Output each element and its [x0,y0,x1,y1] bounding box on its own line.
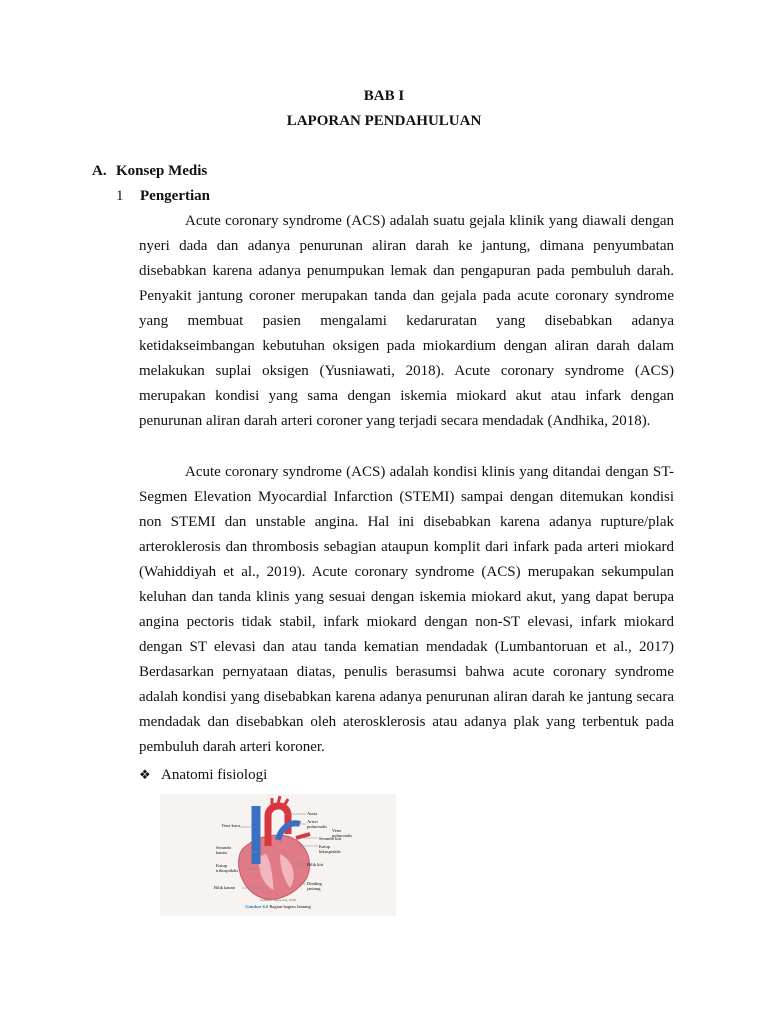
figure-label: Vena kava [221,823,240,828]
figure-label: Dinding jantung [307,881,322,891]
figure-source: Sumber: Sherwood, 2016 [260,898,296,902]
paragraph: Acute coronary syndrome (ACS) adalah suatu gejala klinik yang diawali dengan nyeri dada dan adanya penurunan aliran darah ke jantung, dimana penyumbatan disebabkan karena adanya penumpukan lemak dan pengapuran pada pembuluh darah. Penyakit jantung coroner merupakan tanda dan gejala pada acute coronary syndrome yang membuat pasien mengalami kedaruratan yang disebabkan adanya ketidakseimbangan kebutuhan oksigen pada miokardium dengan aliran darah dalam melakukan suplai oksigen (Yusniawati, 2018). Acute coronary syndrome (ACS) merupakan kondisi yang sama dengan iskemia miokard akut atau infark dengan penurunan aliran darah arteri coroner yang terjadi secara mendadak (Andhika, 2018). [139,213,674,429]
subsection-number: 1 [116,188,124,204]
figure-label: Bilik kiri [307,862,324,867]
figure-caption-text: Bagian-bagian Jantung [269,904,311,909]
paragraph: Acute coronary syndrome (ACS) adalah kondisi klinis yang ditandai dengan ST-Segmen Elevation Myocardial Infarction (STEMI) sampai dengan ditemukan kondisi non STEMI dan unstable angina. Hal ini disebabkan karena adanya rupture/plak arteroklerosis dan thrombosis sebagian ataupun komplit dari infark pada arteri miokard (Wahiddiyah et al., 2019). Acute coronary syndrome (ACS) merupakan sekumpulan keluhan dan tanda klinis yang sesuai dengan iskemia miokard akut, yang dapat berupa angina pectoris tidak stabil, infark miokard dengan non-ST elevasi, infark miokard dengan ST elevasi dan atau tanda kematian mendadak (Lumbantoruan et al., 2017) Berdasarkan pernyataan diatas, penulis berasumsi bahwa acute coronary syndrome adalah kondisi yang disebabkan karena adanya penurunan aliran darah ke jantung secara mendadak dan disebabkan oleh aterosklerosis atau adanya plak yang terbentuk pada pembuluh darah arteri koroner. [139,464,674,755]
figure-label: Serambi kiri [319,836,342,841]
subsection-heading [116,188,210,205]
figure-label: Vena pulmonalis [332,828,352,838]
bullet-item [139,767,267,784]
figure-caption-number: Gambar 6.6 [245,904,269,909]
section-label: A. [92,163,107,179]
figure-label: Katup trikuspidalis [216,863,239,873]
section-heading [92,163,207,180]
heart-anatomy-figure [160,794,396,916]
figure-label: Arteri pulmonalis [307,819,327,829]
chapter-title: LAPORAN PENDAHULUAN [286,113,482,129]
figure-label: Aorta [307,811,318,816]
figure-label: Serambi kanan [216,845,231,855]
figure-label: Bilik kanan [214,885,235,890]
figure-caption [220,904,336,909]
chapter-heading: BAB I [363,88,405,104]
figure-label: Katup bikuspidalis [319,844,341,854]
subsection-title: Pengertian [140,188,210,204]
section-title: Konsep Medis [116,163,208,179]
diamond-bullet-icon: ❖ [139,767,151,782]
bullet-text: Anatomi fisiologi [161,767,268,783]
